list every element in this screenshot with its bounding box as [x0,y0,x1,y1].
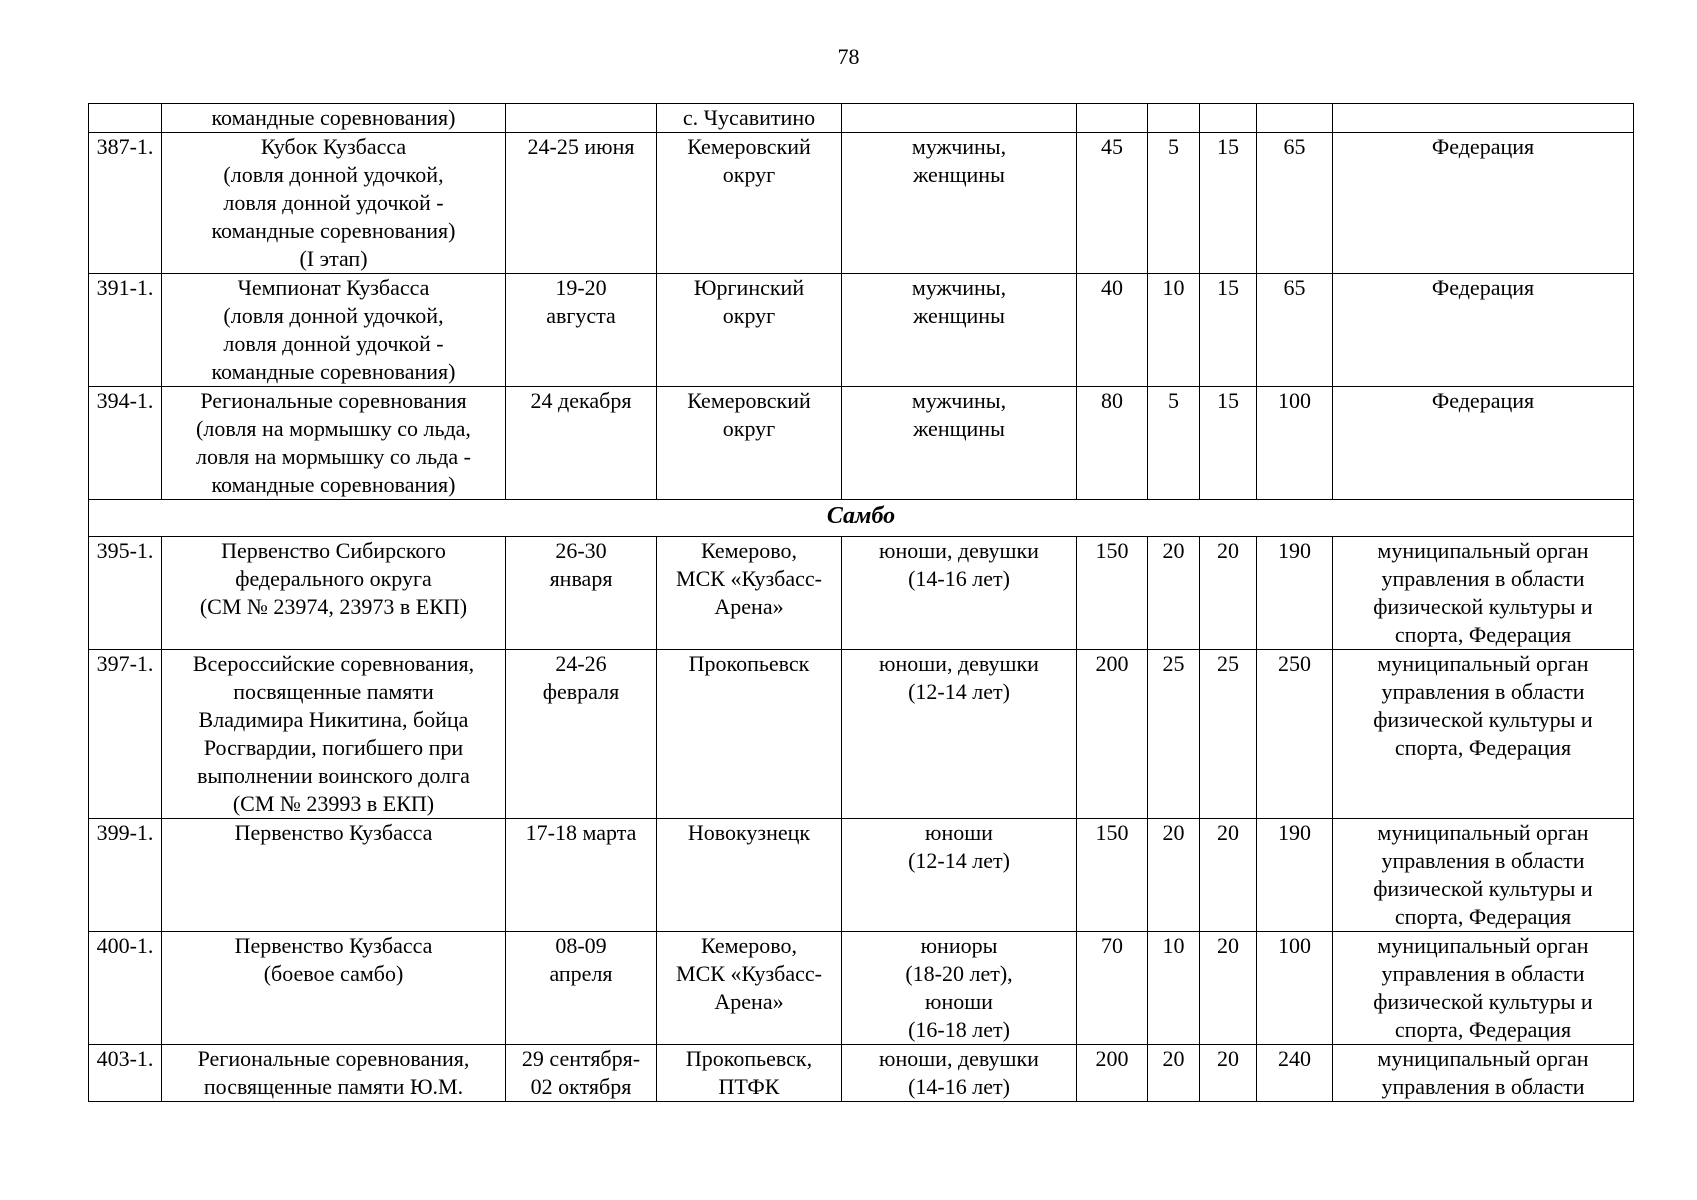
event-place-cell [657,274,842,387]
count-cell-3: 15 [1200,387,1257,500]
row-number-cell: 399-1. [89,819,162,932]
events-table-body [89,104,1634,1102]
organizer-line: Федерация [1431,275,1535,300]
count-cell-3: 20 [1200,932,1257,1045]
event-place-line: Кемеровский [687,388,811,413]
table-row [89,819,1634,932]
participants-line: юноши [925,820,993,845]
event-name-cell [162,819,506,932]
event-name-line: посвященные памяти Ю.М. [203,1074,464,1099]
event-place-line: Кемеровский [687,134,811,159]
event-dates-line: 24-25 июня [527,134,635,159]
event-place-cell [657,387,842,500]
participants-line: женщины [913,416,1005,441]
section-header-row [89,500,1634,537]
organizer-line: физической культуры и [1373,594,1593,619]
participants-cell [842,274,1077,387]
event-place-cell [657,932,842,1045]
section-title: Самбо [89,500,1634,537]
row-number-cell: 400-1. [89,932,162,1045]
event-name-line: Региональные соревнования, [197,1046,470,1071]
organizer-line: управления в области [1381,1074,1585,1099]
event-place-line: МСК «Кузбасс- [676,961,822,986]
row-number-cell: 394-1. [89,387,162,500]
count-cell-3: 20 [1200,819,1257,932]
participants-cell [842,650,1077,819]
event-place-line: Кемерово, [700,538,798,563]
organizer-line: муниципальный орган [1377,820,1589,845]
table-row [89,1045,1634,1102]
count-cell-2: 10 [1148,932,1200,1045]
event-name-cell [162,537,506,650]
event-name-line: Первенство Кузбасса [234,820,433,845]
count-cell-2 [1148,104,1200,133]
event-dates-line: апреля [549,961,613,986]
participants-line: юниоры [920,933,998,958]
event-name-cell [162,932,506,1045]
total-count-cell [1257,104,1333,133]
event-dates-line: 29 сентября- [521,1046,641,1071]
event-name-cell [162,133,506,274]
event-name-cell [162,104,506,133]
event-place-line: Арена» [714,594,784,619]
organizer-cell [1333,932,1634,1045]
count-cell-3: 20 [1200,537,1257,650]
event-name-line: выполнении воинского долга [197,763,470,788]
row-number-cell: 403-1. [89,1045,162,1102]
count-cell-3 [1200,104,1257,133]
event-name-line: (I этап) [299,246,368,271]
organizer-line: спорта, Федерация [1394,735,1572,760]
event-name-line: Чемпионат Кузбасса [237,275,430,300]
event-name-line: (ловля донной удочкой, [223,162,444,187]
count-cell-1: 200 [1077,1045,1148,1102]
organizer-cell [1333,1045,1634,1102]
event-dates-line: февраля [542,679,620,704]
total-count-cell: 100 [1257,387,1333,500]
count-cell-2: 25 [1148,650,1200,819]
event-place-cell [657,133,842,274]
participants-line: (14-16 лет) [908,1074,1010,1099]
event-place-line: Прокопьевск [688,651,810,676]
participants-line: мужчины, [911,275,1007,300]
event-name-cell [162,387,506,500]
event-place-line: Арена» [714,989,784,1014]
event-name-cell [162,650,506,819]
participants-cell [842,133,1077,274]
row-number-cell [89,104,162,133]
event-name-line: (боевое самбо) [263,961,404,986]
participants-line: юноши, девушки [879,1046,1039,1071]
event-dates-line: 24 декабря [530,388,632,413]
count-cell-2: 20 [1148,1045,1200,1102]
event-dates-line: 17-18 марта [525,820,637,845]
count-cell-2: 10 [1148,274,1200,387]
event-dates-cell [506,387,657,500]
event-place-cell [657,104,842,133]
event-name-line: командные соревнования) [211,472,456,497]
event-name-line: (ловля донной удочкой, [223,303,444,328]
participants-line: мужчины, [911,134,1007,159]
event-dates-cell [506,932,657,1045]
row-number-cell: 397-1. [89,650,162,819]
event-name-line: Росгвардии, погибшего при [203,735,464,760]
participants-line: юноши, девушки [879,538,1039,563]
event-place-line: ПТФК [718,1074,780,1099]
participants-line: женщины [913,162,1005,187]
event-place-line: Прокопьевск, [685,1046,813,1071]
organizer-cell [1333,387,1634,500]
organizer-line: физической культуры и [1373,989,1593,1014]
event-dates-cell [506,819,657,932]
organizer-line: Федерация [1431,134,1535,159]
table-row [89,932,1634,1045]
participants-cell [842,819,1077,932]
event-place-line: округ [722,162,776,187]
row-number-cell: 387-1. [89,133,162,274]
event-dates-line: августа [546,303,616,328]
event-name-line: командные соревнования) [211,359,456,384]
participants-line: юноши, девушки [879,651,1039,676]
count-cell-1: 40 [1077,274,1148,387]
page-number: 78 [837,44,860,69]
event-dates-line: 26-30 [555,538,607,563]
table-row [89,387,1634,500]
participants-line: (12-14 лет) [908,679,1010,704]
participants-cell [842,387,1077,500]
total-count-cell: 100 [1257,932,1333,1045]
organizer-line: спорта, Федерация [1394,904,1572,929]
event-name-line: Кубок Кузбасса [260,134,407,159]
event-name-line: (СМ № 23993 в ЕКП) [232,791,435,816]
count-cell-2: 20 [1148,537,1200,650]
organizer-line: спорта, Федерация [1394,622,1572,647]
count-cell-2: 20 [1148,819,1200,932]
event-place-line: округ [722,303,776,328]
organizer-cell [1333,537,1634,650]
count-cell-1: 70 [1077,932,1148,1045]
event-dates-cell [506,274,657,387]
event-place-line: округ [722,416,776,441]
count-cell-3: 15 [1200,133,1257,274]
event-dates-line: 24-26 [555,651,607,676]
event-name-cell [162,274,506,387]
table-row [89,133,1634,274]
organizer-line: муниципальный орган [1377,538,1589,563]
count-cell-1: 200 [1077,650,1148,819]
count-cell-3: 25 [1200,650,1257,819]
organizer-line: муниципальный орган [1377,933,1589,958]
event-place-line: Новокузнецк [687,820,811,845]
event-place-cell [657,650,842,819]
event-name-line: ловля донной удочкой - [223,190,444,215]
participants-cell [842,537,1077,650]
participants-line: мужчины, [911,388,1007,413]
organizer-line: физической культуры и [1373,707,1593,732]
organizer-line: спорта, Федерация [1394,1017,1572,1042]
event-dates-line: 08-09 [555,933,607,958]
event-name-line: ловля донной удочкой - [223,331,444,356]
total-count-cell: 190 [1257,819,1333,932]
event-name-line: ловля на мормышку со льда - [196,444,471,469]
total-count-cell: 65 [1257,274,1333,387]
count-cell-1: 150 [1077,819,1148,932]
row-number-cell: 391-1. [89,274,162,387]
event-dates-cell [506,650,657,819]
event-name-line: Региональные соревнования [200,388,467,413]
total-count-cell: 250 [1257,650,1333,819]
event-place-line: МСК «Кузбасс- [676,566,822,591]
event-place-line: Юргинский [693,275,805,300]
event-name-line: (СМ № 23974, 23973 в ЕКП) [199,594,468,619]
count-cell-2: 5 [1148,387,1200,500]
table-row [89,537,1634,650]
event-dates-line: января [549,566,613,591]
organizer-cell [1333,104,1634,133]
organizer-line: управления в области [1381,566,1585,591]
table-row [89,650,1634,819]
event-dates-line: 19-20 [555,275,607,300]
event-place-cell [657,1045,842,1102]
event-name-line: (ловля на мормышку со льда, [196,416,471,441]
event-place-cell [657,537,842,650]
event-name-line: посвященные памяти [233,679,434,704]
total-count-cell: 240 [1257,1045,1333,1102]
count-cell-3: 15 [1200,274,1257,387]
participants-line: (16-18 лет) [908,1017,1010,1042]
event-dates-cell [506,133,657,274]
event-name-line: Всероссийские соревнования, [192,651,475,676]
organizer-cell [1333,819,1634,932]
event-place-line: Кемерово, [700,933,798,958]
event-name-line: командные соревнования) [211,105,456,130]
participants-line: юноши [925,989,993,1014]
event-place-cell [657,819,842,932]
count-cell-1: 150 [1077,537,1148,650]
organizer-line: муниципальный орган [1377,651,1589,676]
organizer-line: муниципальный орган [1377,1046,1589,1071]
participants-cell [842,932,1077,1045]
event-dates-cell [506,537,657,650]
events-table [88,103,1634,1102]
participants-cell [842,1045,1077,1102]
total-count-cell: 65 [1257,133,1333,274]
table-row [89,104,1634,133]
event-name-line: Владимира Никитина, бойца [198,707,469,732]
event-name-line: федерального округа [235,566,432,591]
event-name-line: Первенство Сибирского [221,538,446,563]
event-dates-cell [506,104,657,133]
count-cell-3: 20 [1200,1045,1257,1102]
event-dates-line: 02 октября [530,1074,632,1099]
organizer-cell [1333,274,1634,387]
table-row [89,274,1634,387]
event-name-line: командные соревнования) [211,218,456,243]
participants-line: (12-14 лет) [908,848,1010,873]
count-cell-1 [1077,104,1148,133]
count-cell-1: 45 [1077,133,1148,274]
participants-cell [842,104,1077,133]
organizer-line: управления в области [1381,679,1585,704]
organizer-line: управления в области [1381,961,1585,986]
organizer-cell [1333,133,1634,274]
event-name-cell [162,1045,506,1102]
event-dates-cell [506,1045,657,1102]
count-cell-1: 80 [1077,387,1148,500]
organizer-line: Федерация [1431,388,1535,413]
total-count-cell: 190 [1257,537,1333,650]
organizer-cell [1333,650,1634,819]
count-cell-2: 5 [1148,133,1200,274]
participants-line: (18-20 лет), [905,961,1013,986]
participants-line: женщины [913,303,1005,328]
organizer-line: управления в области [1381,848,1585,873]
participants-line: (14-16 лет) [908,566,1010,591]
event-name-line: Первенство Кузбасса [234,933,433,958]
event-place-line: с. Чусавитино [682,105,816,130]
organizer-line: физической культуры и [1373,876,1593,901]
row-number-cell: 395-1. [89,537,162,650]
